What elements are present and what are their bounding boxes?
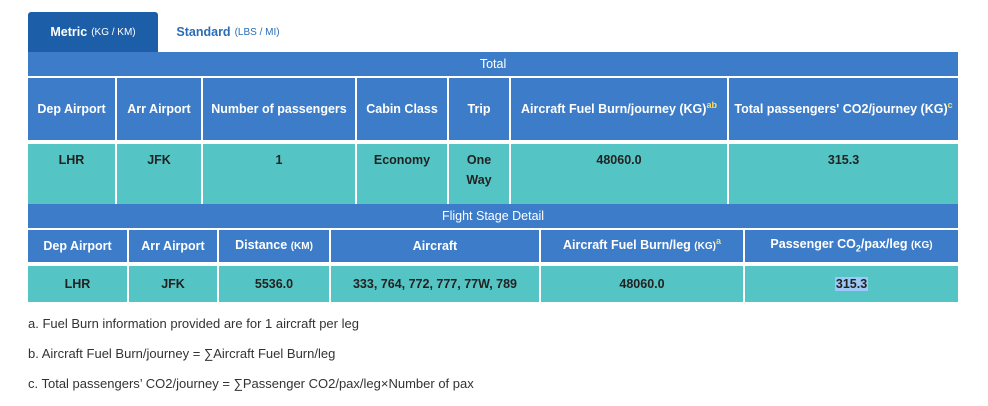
tab-standard[interactable] xyxy=(158,12,298,52)
header-distance xyxy=(218,229,330,264)
footnote-c: c. Total passengers’ CO2/journey = ∑Passenger CO2/pax/leg×Number of pax xyxy=(28,376,474,391)
header-aircraft: Aircraft xyxy=(330,229,540,264)
header-fuel-burn-journey-footnote-ref: ab xyxy=(706,99,717,110)
tab-standard-unit: (LBS / MI) xyxy=(234,26,280,38)
table-row xyxy=(28,142,958,204)
flight-stage-caption: Flight Stage Detail xyxy=(28,204,958,229)
cell-distance: 5536.0 xyxy=(218,264,330,302)
header-co2-journey-footnote-ref: c xyxy=(947,99,953,110)
cell-co2-pax-leg xyxy=(744,264,958,302)
total-table-caption: Total xyxy=(28,52,958,77)
header-fuel-burn-leg-unit: (KG) xyxy=(694,241,716,252)
unit-tabs xyxy=(28,12,958,52)
cell-co2-journey: 315.3 xyxy=(728,142,958,204)
cell-trip xyxy=(448,142,510,204)
header-co2-pax-leg-subscript: 2 xyxy=(855,243,861,254)
tab-metric[interactable] xyxy=(28,12,158,52)
header-co2-pax-leg-prefix: Passenger CO xyxy=(770,236,856,251)
header-fuel-burn-journey-label: Aircraft Fuel Burn/journey (KG) xyxy=(521,102,707,116)
cell-cabin-class: Economy xyxy=(356,142,448,204)
header-distance-label: Distance xyxy=(235,238,288,252)
header-fuel-burn-journey xyxy=(510,77,728,142)
footnote-b: b. Aircraft Fuel Burn/journey = ∑Aircraft Fuel Burn/leg xyxy=(28,346,336,361)
cell-number-of-passengers: 1 xyxy=(202,142,356,204)
tab-standard-label: Standard xyxy=(176,25,231,39)
flight-stage-table xyxy=(28,204,958,302)
cell-trip-text: One Way xyxy=(466,153,492,187)
header-co2-journey-label: Total passengers' CO2/journey (KG) xyxy=(734,102,948,116)
cell-co2-pax-leg-value: 315.3 xyxy=(835,277,868,291)
cell-stage-arr-airport: JFK xyxy=(128,264,218,302)
tab-metric-unit: (KG / KM) xyxy=(91,26,136,38)
header-cabin-class: Cabin Class xyxy=(356,77,448,142)
header-arr-airport: Arr Airport xyxy=(116,77,202,142)
cell-stage-dep-airport: LHR xyxy=(28,264,128,302)
header-co2-pax-leg xyxy=(744,229,958,264)
cell-fuel-burn-journey: 48060.0 xyxy=(510,142,728,204)
header-fuel-burn-leg-label: Aircraft Fuel Burn/leg xyxy=(563,238,691,252)
header-co2-journey xyxy=(728,77,958,142)
cell-aircraft: 333, 764, 772, 777, 77W, 789 xyxy=(330,264,540,302)
header-stage-dep-airport: Dep Airport xyxy=(28,229,128,264)
table-row xyxy=(28,264,958,302)
cell-dep-airport: LHR xyxy=(28,142,116,204)
header-fuel-burn-leg xyxy=(540,229,744,264)
header-fuel-burn-leg-footnote-ref: a xyxy=(715,235,721,246)
header-co2-pax-leg-unit: (KG) xyxy=(910,239,933,251)
cell-fuel-burn-leg: 48060.0 xyxy=(540,264,744,302)
header-trip: Trip xyxy=(448,77,510,142)
footnotes xyxy=(28,316,474,406)
footnote-a: a. Fuel Burn information provided are for 1 aircraft per leg xyxy=(28,316,359,331)
header-stage-arr-airport: Arr Airport xyxy=(128,229,218,264)
header-distance-unit: (KM) xyxy=(290,241,313,252)
header-dep-airport: Dep Airport xyxy=(28,77,116,142)
header-number-of-passengers: Number of passengers xyxy=(202,77,356,142)
header-co2-pax-leg-suffix: /pax/leg xyxy=(860,236,908,251)
tab-metric-label: Metric xyxy=(50,25,88,39)
cell-arr-airport: JFK xyxy=(116,142,202,204)
total-table xyxy=(28,52,958,204)
